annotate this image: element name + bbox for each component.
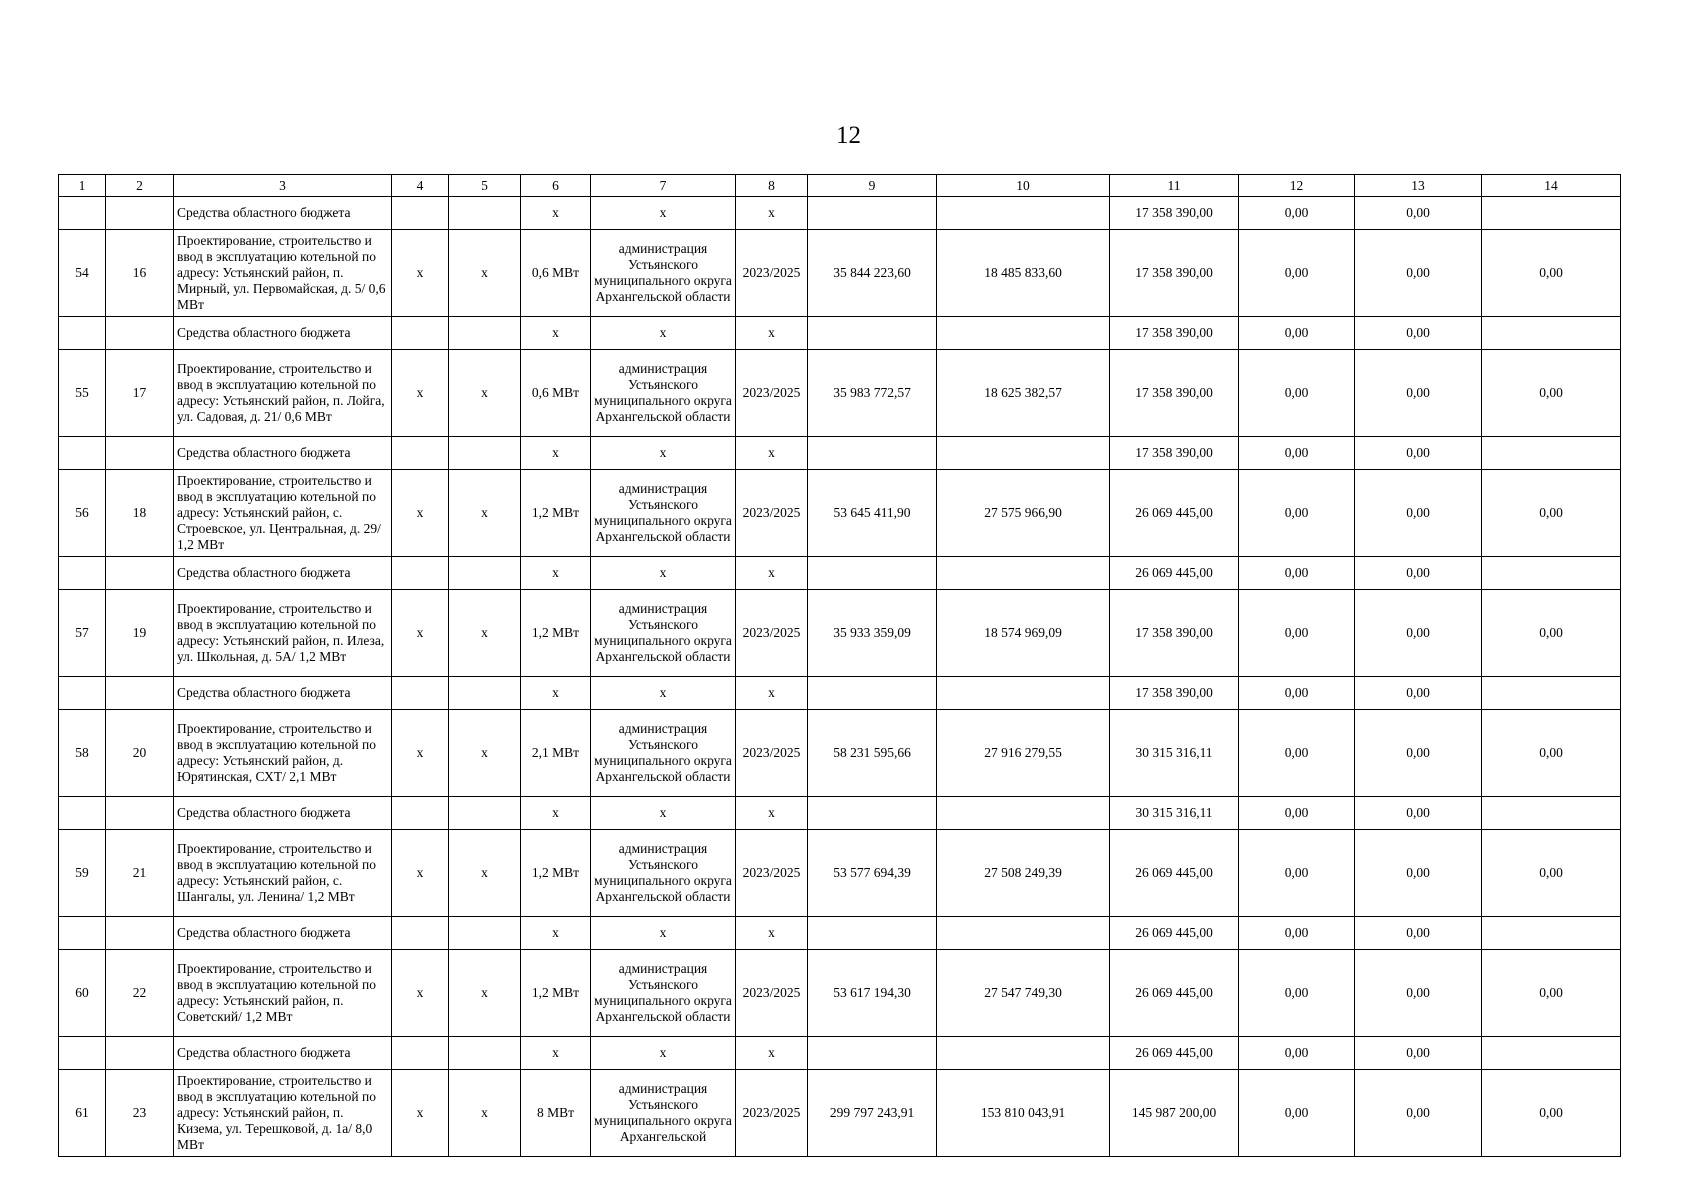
row-number: 58 xyxy=(59,710,106,797)
capacity: 1,2 МВт xyxy=(521,830,591,917)
row-number: 61 xyxy=(59,1070,106,1157)
col5-value: х xyxy=(449,950,521,1037)
col5-value xyxy=(449,557,521,590)
period: 2023/2025 xyxy=(736,350,808,437)
capacity: 1,2 МВт xyxy=(521,590,591,677)
period: х xyxy=(736,197,808,230)
col10-value: 18 625 382,57 xyxy=(937,350,1110,437)
regional-budget: 17 358 390,00 xyxy=(1110,677,1239,710)
col13-value: 0,00 xyxy=(1355,197,1482,230)
budget-source-row xyxy=(59,197,1621,230)
col5-value xyxy=(449,197,521,230)
col4-value xyxy=(392,677,449,710)
col13-value: 0,00 xyxy=(1355,1037,1482,1070)
responsible-party: х xyxy=(591,557,736,590)
col12-value: 0,00 xyxy=(1239,1070,1355,1157)
col4-value xyxy=(392,317,449,350)
col12-value: 0,00 xyxy=(1239,557,1355,590)
responsible-party: администрация Устьянского муниципального округа Архангельской области xyxy=(591,590,736,677)
col13-value: 0,00 xyxy=(1355,797,1482,830)
col10-value: 153 810 043,91 xyxy=(937,1070,1110,1157)
row-number xyxy=(59,437,106,470)
col12-value: 0,00 xyxy=(1239,470,1355,557)
col5-value: х xyxy=(449,470,521,557)
responsible-party: администрация Устьянского муниципального округа Архангельской области xyxy=(591,710,736,797)
item-description: Проектирование, строительство и ввод в эксплуатацию котельной по адресу: Устьянский район, д. Юрятинская, СХТ/ 2,1 МВт xyxy=(174,710,392,797)
item-description: Средства областного бюджета xyxy=(174,677,392,710)
period: х xyxy=(736,557,808,590)
col10-value xyxy=(937,317,1110,350)
col4-value xyxy=(392,1037,449,1070)
col5-value: х xyxy=(449,1070,521,1157)
col5-value xyxy=(449,1037,521,1070)
row-number: 54 xyxy=(59,230,106,317)
capacity: х xyxy=(521,317,591,350)
item-description: Средства областного бюджета xyxy=(174,917,392,950)
total-cost xyxy=(808,437,937,470)
item-number xyxy=(106,917,174,950)
col13-value: 0,00 xyxy=(1355,317,1482,350)
col13-value: 0,00 xyxy=(1355,437,1482,470)
col12-value: 0,00 xyxy=(1239,197,1355,230)
col5-value xyxy=(449,437,521,470)
budget-table xyxy=(58,174,1621,1157)
col10-value xyxy=(937,437,1110,470)
column-number: 10 xyxy=(937,175,1110,197)
responsible-party: х xyxy=(591,437,736,470)
col10-value: 27 575 966,90 xyxy=(937,470,1110,557)
total-cost xyxy=(808,557,937,590)
total-cost: 53 617 194,30 xyxy=(808,950,937,1037)
col4-value xyxy=(392,917,449,950)
regional-budget: 26 069 445,00 xyxy=(1110,1037,1239,1070)
col10-value: 27 916 279,55 xyxy=(937,710,1110,797)
responsible-party: х xyxy=(591,197,736,230)
regional-budget: 26 069 445,00 xyxy=(1110,830,1239,917)
total-cost xyxy=(808,677,937,710)
col5-value xyxy=(449,677,521,710)
col10-value: 27 547 749,30 xyxy=(937,950,1110,1037)
col14-value: 0,00 xyxy=(1482,830,1621,917)
period: х xyxy=(736,797,808,830)
col4-value: х xyxy=(392,1070,449,1157)
total-cost: 35 844 223,60 xyxy=(808,230,937,317)
col12-value: 0,00 xyxy=(1239,437,1355,470)
budget-source-row xyxy=(59,917,1621,950)
col5-value: х xyxy=(449,350,521,437)
project-row xyxy=(59,350,1621,437)
responsible-party: администрация Устьянского муниципального округа Архангельской области xyxy=(591,470,736,557)
row-number: 56 xyxy=(59,470,106,557)
row-number: 59 xyxy=(59,830,106,917)
item-description: Средства областного бюджета xyxy=(174,317,392,350)
item-number: 21 xyxy=(106,830,174,917)
col12-value: 0,00 xyxy=(1239,830,1355,917)
col4-value: х xyxy=(392,590,449,677)
period: х xyxy=(736,317,808,350)
period: 2023/2025 xyxy=(736,830,808,917)
responsible-party: х xyxy=(591,917,736,950)
responsible-party: х xyxy=(591,677,736,710)
col14-value xyxy=(1482,797,1621,830)
period: 2023/2025 xyxy=(736,470,808,557)
regional-budget: 30 315 316,11 xyxy=(1110,797,1239,830)
col4-value xyxy=(392,557,449,590)
regional-budget: 30 315 316,11 xyxy=(1110,710,1239,797)
col13-value: 0,00 xyxy=(1355,710,1482,797)
row-number xyxy=(59,917,106,950)
regional-budget: 17 358 390,00 xyxy=(1110,317,1239,350)
capacity: х xyxy=(521,557,591,590)
budget-source-row xyxy=(59,317,1621,350)
total-cost xyxy=(808,317,937,350)
col13-value: 0,00 xyxy=(1355,350,1482,437)
item-number xyxy=(106,557,174,590)
col5-value xyxy=(449,797,521,830)
col14-value xyxy=(1482,197,1621,230)
col4-value: х xyxy=(392,470,449,557)
col12-value: 0,00 xyxy=(1239,710,1355,797)
col14-value xyxy=(1482,677,1621,710)
col4-value: х xyxy=(392,350,449,437)
capacity: х xyxy=(521,437,591,470)
period: 2023/2025 xyxy=(736,590,808,677)
column-number: 9 xyxy=(808,175,937,197)
col4-value xyxy=(392,437,449,470)
regional-budget: 26 069 445,00 xyxy=(1110,950,1239,1037)
col13-value: 0,00 xyxy=(1355,950,1482,1037)
capacity: 1,2 МВт xyxy=(521,470,591,557)
period: х xyxy=(736,917,808,950)
col12-value: 0,00 xyxy=(1239,1037,1355,1070)
item-number xyxy=(106,1037,174,1070)
column-number: 2 xyxy=(106,175,174,197)
item-number xyxy=(106,197,174,230)
col10-value: 27 508 249,39 xyxy=(937,830,1110,917)
period: 2023/2025 xyxy=(736,1070,808,1157)
item-number: 19 xyxy=(106,590,174,677)
project-row xyxy=(59,1070,1621,1157)
project-row xyxy=(59,710,1621,797)
col13-value: 0,00 xyxy=(1355,677,1482,710)
col12-value: 0,00 xyxy=(1239,917,1355,950)
item-number xyxy=(106,797,174,830)
col4-value: х xyxy=(392,710,449,797)
capacity: 2,1 МВт xyxy=(521,710,591,797)
column-number: 7 xyxy=(591,175,736,197)
col5-value xyxy=(449,317,521,350)
column-number: 13 xyxy=(1355,175,1482,197)
capacity: 0,6 МВт xyxy=(521,350,591,437)
col14-value xyxy=(1482,1037,1621,1070)
item-description: Проектирование, строительство и ввод в эксплуатацию котельной по адресу: Устьянский район, п. Илеза, ул. Школьная, д. 5А/ 1,2 МВт xyxy=(174,590,392,677)
total-cost: 299 797 243,91 xyxy=(808,1070,937,1157)
capacity: 1,2 МВт xyxy=(521,950,591,1037)
item-description: Проектирование, строительство и ввод в эксплуатацию котельной по адресу: Устьянский район, п. Мирный, ул. Первомайская, д. 5/ 0,6 МВт xyxy=(174,230,392,317)
project-row xyxy=(59,830,1621,917)
column-number: 14 xyxy=(1482,175,1621,197)
budget-source-row xyxy=(59,677,1621,710)
period: 2023/2025 xyxy=(736,230,808,317)
item-description: Проектирование, строительство и ввод в эксплуатацию котельной по адресу: Устьянский район, п. Кизема, ул. Терешковой, д. 1а/ 8,0 МВт xyxy=(174,1070,392,1157)
col14-value: 0,00 xyxy=(1482,590,1621,677)
col14-value: 0,00 xyxy=(1482,350,1621,437)
column-number: 3 xyxy=(174,175,392,197)
item-description: Проектирование, строительство и ввод в эксплуатацию котельной по адресу: Устьянский район, п. Советский/ 1,2 МВт xyxy=(174,950,392,1037)
row-number xyxy=(59,317,106,350)
total-cost xyxy=(808,917,937,950)
column-number: 1 xyxy=(59,175,106,197)
responsible-party: администрация Устьянского муниципального округа Архангельской xyxy=(591,1070,736,1157)
total-cost: 35 983 772,57 xyxy=(808,350,937,437)
col12-value: 0,00 xyxy=(1239,677,1355,710)
regional-budget: 17 358 390,00 xyxy=(1110,197,1239,230)
col5-value xyxy=(449,917,521,950)
table-body xyxy=(59,175,1621,1157)
budget-source-row xyxy=(59,437,1621,470)
col13-value: 0,00 xyxy=(1355,590,1482,677)
item-number: 18 xyxy=(106,470,174,557)
item-number: 16 xyxy=(106,230,174,317)
col12-value: 0,00 xyxy=(1239,590,1355,677)
total-cost xyxy=(808,197,937,230)
col14-value: 0,00 xyxy=(1482,710,1621,797)
item-description: Проектирование, строительство и ввод в эксплуатацию котельной по адресу: Устьянский район, п. Лойга, ул. Садовая, д. 21/ 0,6 МВт xyxy=(174,350,392,437)
column-number: 6 xyxy=(521,175,591,197)
column-number: 11 xyxy=(1110,175,1239,197)
item-description: Средства областного бюджета xyxy=(174,437,392,470)
col14-value xyxy=(1482,317,1621,350)
col4-value xyxy=(392,797,449,830)
col13-value: 0,00 xyxy=(1355,470,1482,557)
period: 2023/2025 xyxy=(736,710,808,797)
col13-value: 0,00 xyxy=(1355,917,1482,950)
col10-value xyxy=(937,1037,1110,1070)
total-cost xyxy=(808,797,937,830)
col12-value: 0,00 xyxy=(1239,350,1355,437)
responsible-party: х xyxy=(591,317,736,350)
column-number-row xyxy=(59,175,1621,197)
column-number: 12 xyxy=(1239,175,1355,197)
col4-value: х xyxy=(392,230,449,317)
row-number: 57 xyxy=(59,590,106,677)
item-number xyxy=(106,317,174,350)
capacity: х xyxy=(521,677,591,710)
col4-value xyxy=(392,197,449,230)
item-description: Проектирование, строительство и ввод в эксплуатацию котельной по адресу: Устьянский район, с. Шангалы, ул. Ленина/ 1,2 МВт xyxy=(174,830,392,917)
item-number: 23 xyxy=(106,1070,174,1157)
col10-value xyxy=(937,677,1110,710)
period: х xyxy=(736,1037,808,1070)
row-number xyxy=(59,557,106,590)
item-number: 22 xyxy=(106,950,174,1037)
row-number xyxy=(59,677,106,710)
col10-value xyxy=(937,557,1110,590)
regional-budget: 17 358 390,00 xyxy=(1110,590,1239,677)
responsible-party: х xyxy=(591,1037,736,1070)
col14-value: 0,00 xyxy=(1482,470,1621,557)
capacity: х xyxy=(521,917,591,950)
responsible-party: администрация Устьянского муниципального округа Архангельской области xyxy=(591,830,736,917)
col13-value: 0,00 xyxy=(1355,230,1482,317)
capacity: 0,6 МВт xyxy=(521,230,591,317)
total-cost: 53 645 411,90 xyxy=(808,470,937,557)
item-description: Средства областного бюджета xyxy=(174,1037,392,1070)
budget-source-row xyxy=(59,557,1621,590)
col10-value xyxy=(937,917,1110,950)
col4-value: х xyxy=(392,830,449,917)
col14-value: 0,00 xyxy=(1482,1070,1621,1157)
col14-value: 0,00 xyxy=(1482,950,1621,1037)
regional-budget: 17 358 390,00 xyxy=(1110,437,1239,470)
item-number: 20 xyxy=(106,710,174,797)
col12-value: 0,00 xyxy=(1239,230,1355,317)
responsible-party: администрация Устьянского муниципального округа Архангельской области xyxy=(591,350,736,437)
col14-value xyxy=(1482,917,1621,950)
column-number: 4 xyxy=(392,175,449,197)
project-row xyxy=(59,590,1621,677)
col13-value: 0,00 xyxy=(1355,830,1482,917)
col14-value xyxy=(1482,437,1621,470)
col5-value: х xyxy=(449,710,521,797)
col5-value: х xyxy=(449,230,521,317)
item-number: 17 xyxy=(106,350,174,437)
regional-budget: 17 358 390,00 xyxy=(1110,350,1239,437)
regional-budget: 17 358 390,00 xyxy=(1110,230,1239,317)
budget-source-row xyxy=(59,1037,1621,1070)
regional-budget: 145 987 200,00 xyxy=(1110,1070,1239,1157)
item-description: Средства областного бюджета xyxy=(174,197,392,230)
col13-value: 0,00 xyxy=(1355,557,1482,590)
row-number: 55 xyxy=(59,350,106,437)
col14-value xyxy=(1482,557,1621,590)
column-number: 5 xyxy=(449,175,521,197)
capacity: х xyxy=(521,197,591,230)
item-number xyxy=(106,437,174,470)
col10-value xyxy=(937,197,1110,230)
regional-budget: 26 069 445,00 xyxy=(1110,917,1239,950)
regional-budget: 26 069 445,00 xyxy=(1110,557,1239,590)
row-number xyxy=(59,197,106,230)
row-number xyxy=(59,797,106,830)
project-row xyxy=(59,470,1621,557)
col12-value: 0,00 xyxy=(1239,950,1355,1037)
row-number xyxy=(59,1037,106,1070)
col10-value xyxy=(937,797,1110,830)
capacity: х xyxy=(521,797,591,830)
capacity: 8 МВт xyxy=(521,1070,591,1157)
col5-value: х xyxy=(449,590,521,677)
regional-budget: 26 069 445,00 xyxy=(1110,470,1239,557)
page-number: 12 xyxy=(836,122,861,149)
item-number xyxy=(106,677,174,710)
total-cost: 35 933 359,09 xyxy=(808,590,937,677)
capacity: х xyxy=(521,1037,591,1070)
responsible-party: администрация Устьянского муниципального округа Архангельской области xyxy=(591,230,736,317)
period: 2023/2025 xyxy=(736,950,808,1037)
item-description: Средства областного бюджета xyxy=(174,797,392,830)
row-number: 60 xyxy=(59,950,106,1037)
col10-value: 18 574 969,09 xyxy=(937,590,1110,677)
project-row xyxy=(59,950,1621,1037)
total-cost: 53 577 694,39 xyxy=(808,830,937,917)
col13-value: 0,00 xyxy=(1355,1070,1482,1157)
responsible-party: администрация Устьянского муниципального округа Архангельской области xyxy=(591,950,736,1037)
col12-value: 0,00 xyxy=(1239,797,1355,830)
project-row xyxy=(59,230,1621,317)
item-description: Проектирование, строительство и ввод в эксплуатацию котельной по адресу: Устьянский район, с. Строевское, ул. Центральная, д. 29/ 1,2 МВт xyxy=(174,470,392,557)
col14-value: 0,00 xyxy=(1482,230,1621,317)
column-number: 8 xyxy=(736,175,808,197)
item-description: Средства областного бюджета xyxy=(174,557,392,590)
period: х xyxy=(736,677,808,710)
total-cost: 58 231 595,66 xyxy=(808,710,937,797)
period: х xyxy=(736,437,808,470)
col10-value: 18 485 833,60 xyxy=(937,230,1110,317)
col4-value: х xyxy=(392,950,449,1037)
col5-value: х xyxy=(449,830,521,917)
total-cost xyxy=(808,1037,937,1070)
col12-value: 0,00 xyxy=(1239,317,1355,350)
responsible-party: х xyxy=(591,797,736,830)
budget-source-row xyxy=(59,797,1621,830)
